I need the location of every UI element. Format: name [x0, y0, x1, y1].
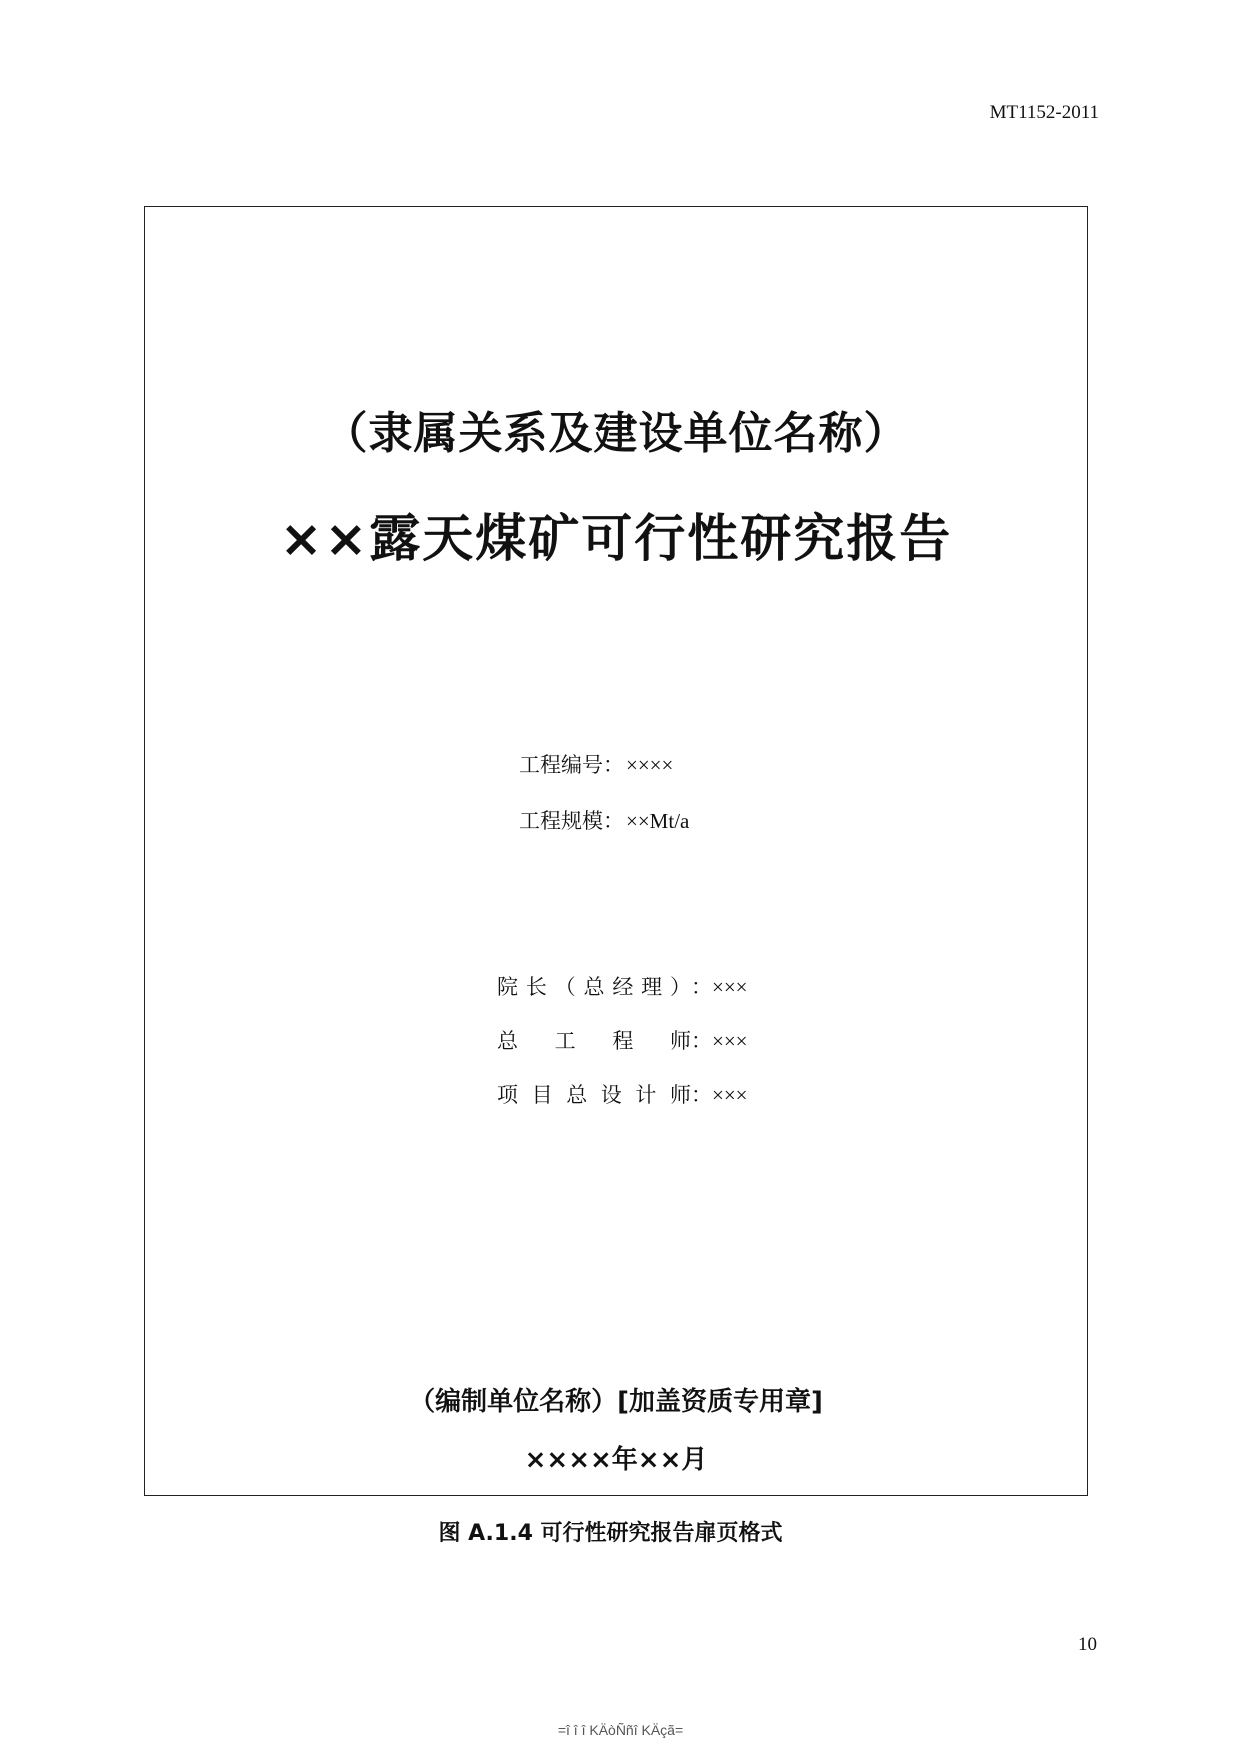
project-scale-value: ××Mt/a	[626, 809, 690, 833]
title-page-frame	[144, 206, 1088, 1496]
project-scale-label: 工程规模：	[519, 809, 624, 833]
page-number: 10	[1078, 1634, 1097, 1655]
signatory-president-label: 院长（总经理）	[497, 975, 691, 999]
compile-date: ××××年××月	[524, 1445, 708, 1475]
signatory-chief-engineer-value: ：×××	[691, 1029, 748, 1053]
signatory-president-value: ：×××	[691, 975, 748, 999]
signatory-chief-designer-value: ：×××	[691, 1083, 748, 1107]
project-info-block	[519, 753, 689, 865]
standard-code: MT1152-2011	[989, 102, 1099, 123]
signatory-chief-engineer-label: 总工程师	[497, 1029, 691, 1053]
project-number-value: ××××	[626, 753, 674, 777]
figure-caption: 图 A.1.4 可行性研究报告扉页格式	[438, 1521, 783, 1546]
footer-mark: =î î î KÄòÑñî KÄçã=	[557, 1722, 684, 1738]
affiliation-title: （隶属关系及建设单位名称）	[323, 408, 909, 459]
project-scale-line	[519, 809, 689, 833]
signatory-chief-engineer-line	[497, 1029, 748, 1053]
project-number-line	[519, 753, 689, 777]
signatory-chief-designer-line	[497, 1083, 748, 1107]
signatory-chief-designer-label: 项目总设计师	[497, 1083, 691, 1107]
signatories-block	[497, 975, 748, 1137]
signatory-president-line	[497, 975, 748, 999]
report-title: ××露天煤矿可行性研究报告	[279, 510, 953, 569]
project-number-label: 工程编号：	[519, 753, 624, 777]
compiling-unit: （编制单位名称）[加盖资质专用章]	[409, 1387, 823, 1417]
